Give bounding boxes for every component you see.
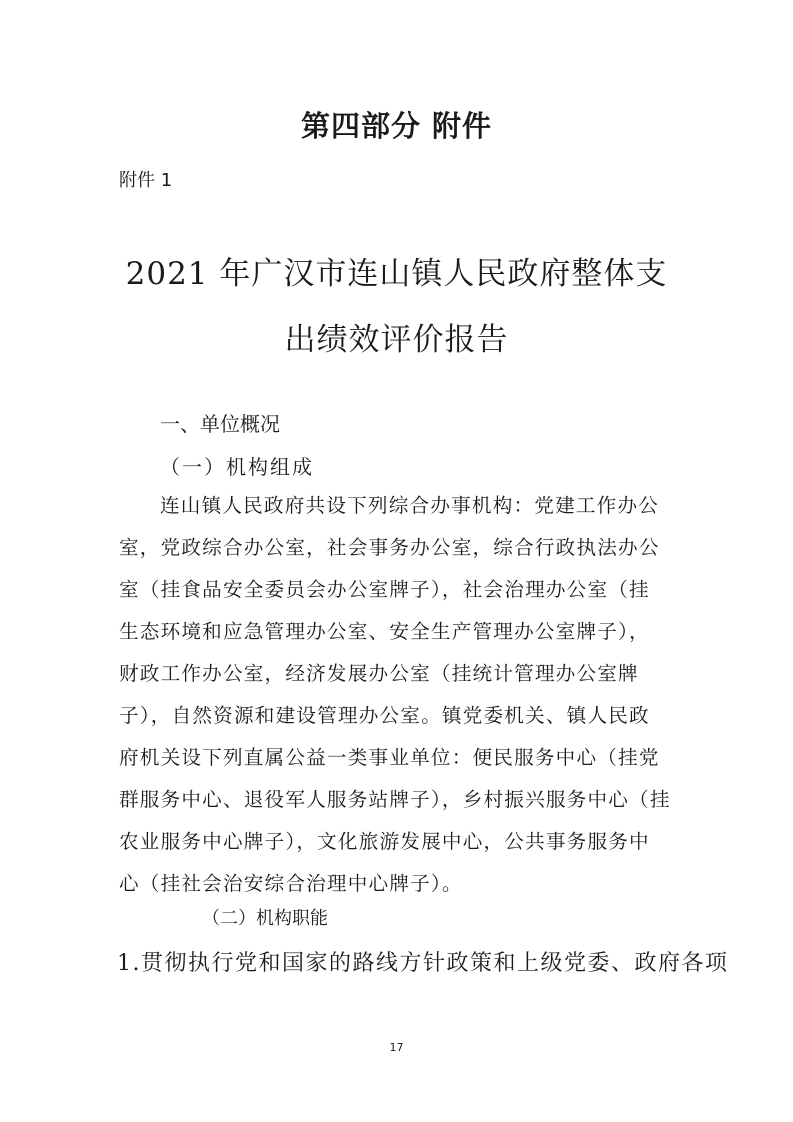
- part-title: 第四部分 附件: [300, 109, 493, 143]
- report-title-line-2: 出绩效评价报告: [284, 322, 509, 358]
- section-heading: 一、单位概况: [160, 412, 280, 436]
- paragraph-line: 连山镇人民政府共设下列综合办事机构：党建工作办公: [160, 494, 660, 517]
- subsection-heading: （一）机构组成: [160, 455, 314, 479]
- paragraph-line: 生态环境和应急管理办公室、安全生产管理办公室牌子），: [119, 620, 650, 643]
- page-number: 17: [389, 1041, 404, 1054]
- report-title-line-1: 2021 年广汉市连山镇人民政府整体支: [125, 256, 668, 292]
- paragraph-line: 府机关设下列直属公益一类事业单位：便民服务中心（挂党: [119, 746, 660, 769]
- paragraph-line: 财政工作办公室，经济发展办公室（挂统计管理办公室牌: [119, 662, 639, 685]
- paragraph-line: 子），自然资源和建设管理办公室。镇党委机关、镇人民政: [119, 704, 650, 727]
- paragraph-line: 室（挂食品安全委员会办公室牌子），社会治理办公室（挂: [119, 578, 650, 601]
- paragraph-line: 心（挂社会治安综合治理中心牌子）。: [119, 872, 463, 895]
- annex-label: 附件 1: [119, 170, 173, 191]
- paragraph-line: 室，党政综合办公室，社会事务办公室，综合行政执法办公: [119, 536, 660, 559]
- subsection-heading-2: （二）机构职能: [202, 908, 328, 929]
- paragraph-line: 农业服务中心牌子），文化旅游发展中心，公共事务服务中: [119, 830, 650, 853]
- numbered-item: 1.贯彻执行党和国家的路线方针政策和上级党委、政府各项: [117, 951, 729, 976]
- paragraph-line: 群服务中心、退役军人服务站牌子），乡村振兴服务中心（挂: [119, 788, 671, 811]
